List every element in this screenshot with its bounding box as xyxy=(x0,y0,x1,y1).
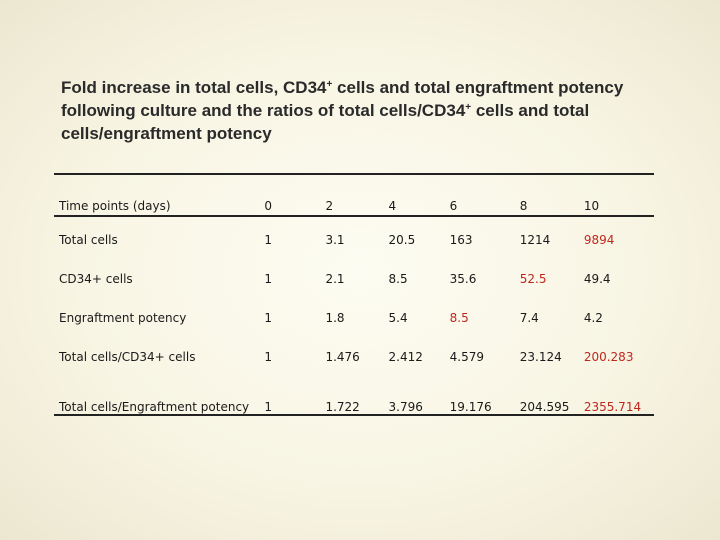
table-cell: 52.5 xyxy=(519,271,547,286)
row-label: Engraftment potency xyxy=(59,310,187,325)
table-cell: 1 xyxy=(264,400,272,414)
slide-title xyxy=(61,76,681,145)
header-day-2: 2 xyxy=(325,199,334,213)
title-text-1: Fold increase in total cells, CD34 xyxy=(61,78,327,97)
table-cell: 204.595 xyxy=(519,400,570,414)
header-day-8: 8 xyxy=(519,199,528,213)
header-day-0: 0 xyxy=(264,199,272,213)
data-table-container xyxy=(54,173,654,416)
table-cell: 8.5 xyxy=(388,271,408,286)
table-cell: 1.722 xyxy=(325,400,360,414)
table-cell: 20.5 xyxy=(388,232,416,247)
table-row xyxy=(54,337,654,376)
table-cell: 7.4 xyxy=(519,310,539,325)
table-row xyxy=(54,216,654,259)
header-day-6: 6 xyxy=(449,199,458,213)
header-day-4: 4 xyxy=(388,199,397,213)
table-cell: 9894 xyxy=(583,232,615,247)
title-superscript-1: + xyxy=(326,79,333,90)
fold-increase-table xyxy=(54,173,654,416)
table-cell: 2.1 xyxy=(325,271,345,286)
title-text-2: cells and total engraftment potency following culture and the ratios of total cells/CD34 xyxy=(61,78,624,120)
row-label: Total cells/CD34+ cells xyxy=(59,349,196,364)
row-label: CD34+ cells xyxy=(59,271,133,286)
title-superscript-2: + xyxy=(465,102,472,113)
table-cell: 35.6 xyxy=(449,271,477,286)
table-cell: 3.1 xyxy=(325,232,345,247)
table-cell: 23.124 xyxy=(519,349,562,364)
table-cell: 1 xyxy=(264,271,272,286)
table-cell: 1 xyxy=(264,232,272,247)
table-cell: 19.176 xyxy=(449,400,492,414)
table-row xyxy=(54,298,654,337)
table-cell: 1 xyxy=(264,349,272,364)
table-cell: 4.579 xyxy=(449,349,484,364)
row-label: Total cells/Engraftment potency xyxy=(59,400,250,414)
table-header-row xyxy=(54,174,654,216)
row-label: Total cells xyxy=(59,232,118,247)
table-cell: 1.476 xyxy=(325,349,360,364)
header-time-points: Time points (days) xyxy=(59,199,171,213)
table-cell: 200.283 xyxy=(583,349,634,364)
table-row xyxy=(54,376,654,415)
title-text-3: cells and total cells/engraftment potency xyxy=(61,101,590,143)
table-cell: 163 xyxy=(449,232,473,247)
table-cell: 2.412 xyxy=(388,349,423,364)
table-cell: 3.796 xyxy=(388,400,423,414)
table-cell: 1 xyxy=(264,310,272,325)
table-cell: 2355.714 xyxy=(583,400,642,414)
table-cell: 8.5 xyxy=(449,310,469,325)
table-cell: 1.8 xyxy=(325,310,345,325)
table-cell: 5.4 xyxy=(388,310,408,325)
table-cell: 49.4 xyxy=(583,271,611,286)
table-row xyxy=(54,259,654,298)
table-cell: 4.2 xyxy=(583,310,603,325)
table-cell: 1214 xyxy=(519,232,551,247)
header-day-10: 10 xyxy=(583,199,600,213)
